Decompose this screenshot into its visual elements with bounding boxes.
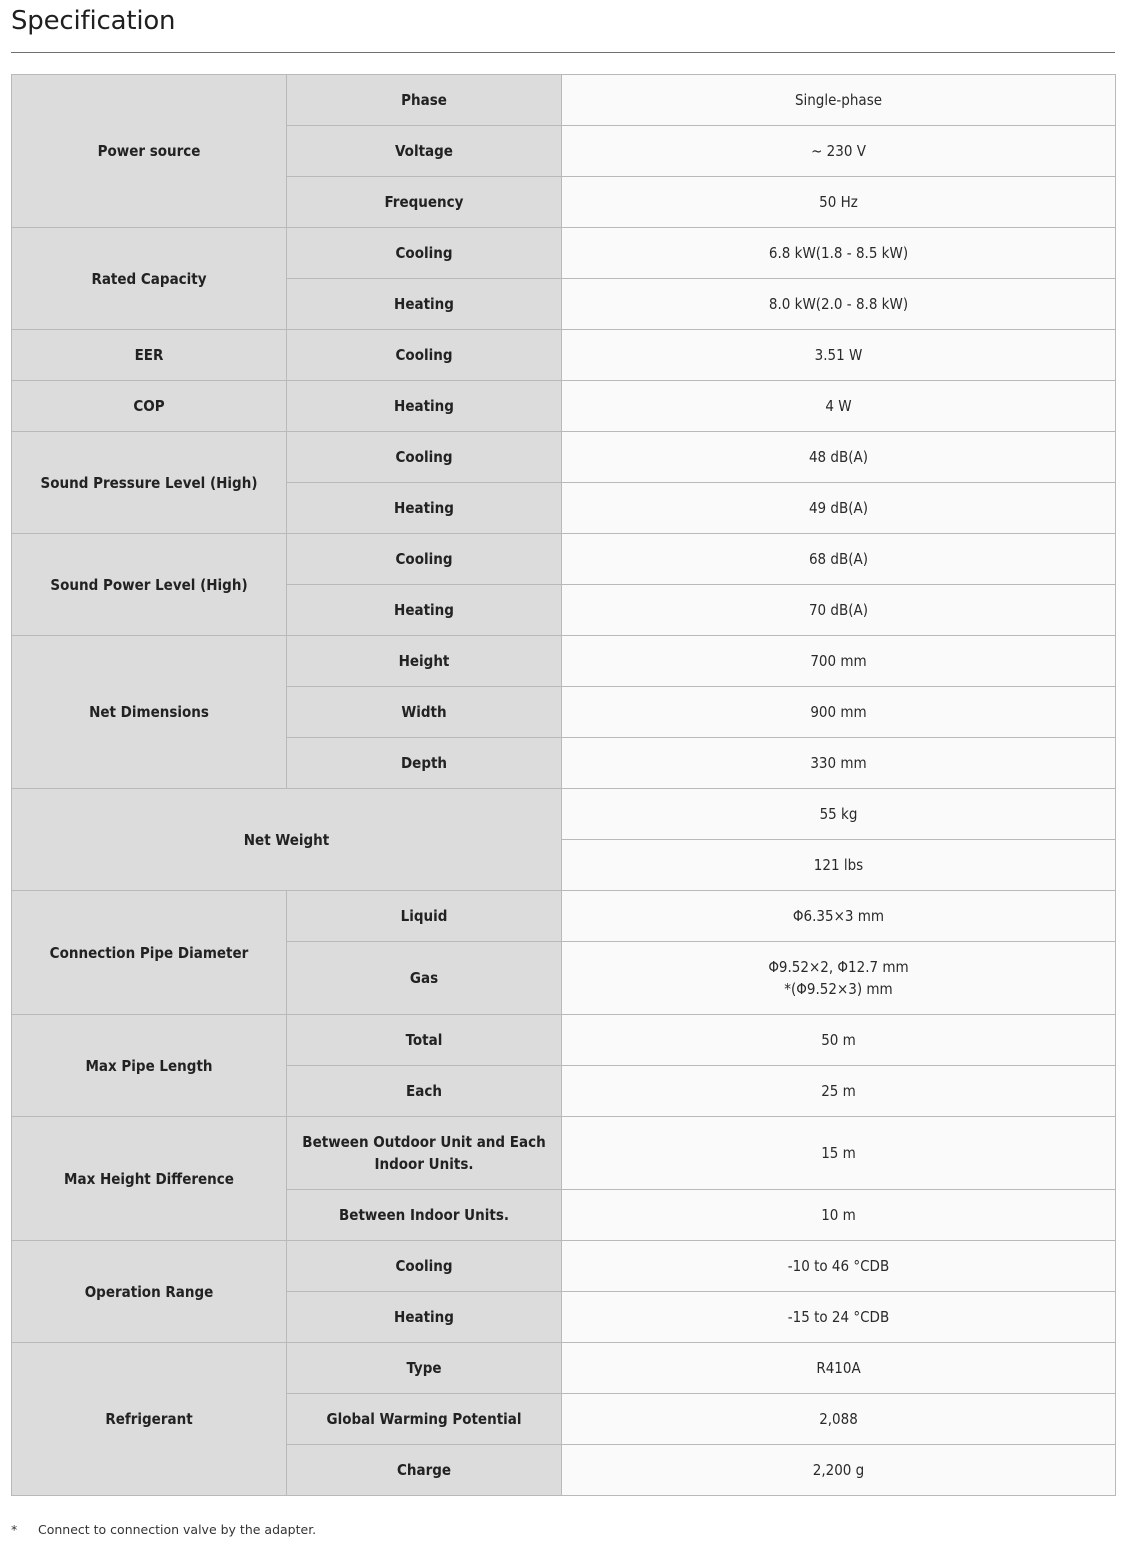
row-value: 68 dB(A) xyxy=(562,534,1116,585)
row-label: Width xyxy=(287,687,562,738)
row-group-label: Sound Power Level (High) xyxy=(12,534,287,636)
row-label: Gas xyxy=(287,942,562,1015)
row-value: 10 m xyxy=(562,1190,1116,1241)
row-value: 15 m xyxy=(562,1117,1116,1190)
row-value: 6.8 kW(1.8 - 8.5 kW) xyxy=(562,228,1116,279)
table-row xyxy=(12,534,1116,585)
row-label: Total xyxy=(287,1015,562,1066)
row-value: -10 to 46 °CDB xyxy=(562,1241,1116,1292)
footnote-text: Connect to connection valve by the adapter. xyxy=(38,1522,317,1537)
table-row xyxy=(12,1241,1116,1292)
row-group-label: Rated Capacity xyxy=(12,228,287,330)
row-group-label: EER xyxy=(12,330,287,381)
row-value: 2,088 xyxy=(562,1394,1116,1445)
label-line: Between Outdoor Unit and Each xyxy=(302,1133,546,1151)
row-label: Liquid xyxy=(287,891,562,942)
row-value: 8.0 kW(2.0 - 8.8 kW) xyxy=(562,279,1116,330)
table-row xyxy=(12,1343,1116,1394)
row-value: Single-phase xyxy=(562,75,1116,126)
row-label: Heating xyxy=(287,585,562,636)
table-row xyxy=(12,891,1116,942)
row-label xyxy=(287,1117,562,1190)
table-row xyxy=(12,330,1116,381)
row-value: R410A xyxy=(562,1343,1116,1394)
table-row xyxy=(12,1117,1116,1190)
row-value xyxy=(562,942,1116,1015)
row-group-label: Max Height Difference xyxy=(12,1117,287,1241)
value-line: Φ9.52×2, Φ12.7 mm xyxy=(768,958,909,976)
row-label: Cooling xyxy=(287,1241,562,1292)
row-label: Each xyxy=(287,1066,562,1117)
row-label: Height xyxy=(287,636,562,687)
row-value: 700 mm xyxy=(562,636,1116,687)
table-row xyxy=(12,789,1116,840)
row-group-label: Power source xyxy=(12,75,287,228)
row-value: 121 lbs xyxy=(562,840,1116,891)
table-row xyxy=(12,1015,1116,1066)
row-group-label: Sound Pressure Level (High) xyxy=(12,432,287,534)
row-value: 330 mm xyxy=(562,738,1116,789)
row-label: Cooling xyxy=(287,228,562,279)
table-row xyxy=(12,636,1116,687)
row-label: Between Indoor Units. xyxy=(287,1190,562,1241)
specification-table xyxy=(11,74,1116,1496)
row-value: 900 mm xyxy=(562,687,1116,738)
row-value: 49 dB(A) xyxy=(562,483,1116,534)
footnote xyxy=(11,1522,316,1537)
row-label: Phase xyxy=(287,75,562,126)
row-value: ~ 230 V xyxy=(562,126,1116,177)
row-value: -15 to 24 °CDB xyxy=(562,1292,1116,1343)
row-group-label: Connection Pipe Diameter xyxy=(12,891,287,1015)
row-label: Cooling xyxy=(287,330,562,381)
row-label: Voltage xyxy=(287,126,562,177)
row-value: 25 m xyxy=(562,1066,1116,1117)
row-label: Heating xyxy=(287,1292,562,1343)
page-title: Specification xyxy=(11,6,176,36)
row-label: Cooling xyxy=(287,432,562,483)
row-group-label: Operation Range xyxy=(12,1241,287,1343)
row-label: Depth xyxy=(287,738,562,789)
title-divider xyxy=(11,52,1115,53)
row-label: Cooling xyxy=(287,534,562,585)
row-value: 48 dB(A) xyxy=(562,432,1116,483)
row-label: Heating xyxy=(287,483,562,534)
row-label: Heating xyxy=(287,381,562,432)
row-value: 3.51 W xyxy=(562,330,1116,381)
row-group-label: COP xyxy=(12,381,287,432)
row-value: 4 W xyxy=(562,381,1116,432)
row-group-label: Net Dimensions xyxy=(12,636,287,789)
row-group-label: Refrigerant xyxy=(12,1343,287,1496)
table-row xyxy=(12,75,1116,126)
footnote-mark: * xyxy=(11,1522,18,1537)
table-row xyxy=(12,432,1116,483)
row-value: 70 dB(A) xyxy=(562,585,1116,636)
row-label: Global Warming Potential xyxy=(287,1394,562,1445)
table-row xyxy=(12,381,1116,432)
row-label: Type xyxy=(287,1343,562,1394)
row-label: Charge xyxy=(287,1445,562,1496)
row-value: Φ6.35×3 mm xyxy=(562,891,1116,942)
row-group-label: Max Pipe Length xyxy=(12,1015,287,1117)
row-value: 2,200 g xyxy=(562,1445,1116,1496)
row-value: 50 Hz xyxy=(562,177,1116,228)
row-value: 55 kg xyxy=(562,789,1116,840)
label-line: Indoor Units. xyxy=(374,1155,474,1173)
row-label: Frequency xyxy=(287,177,562,228)
row-group-label: Net Weight xyxy=(12,789,562,891)
row-label: Heating xyxy=(287,279,562,330)
row-value: 50 m xyxy=(562,1015,1116,1066)
value-line: *(Φ9.52×3) mm xyxy=(784,980,893,998)
table-row xyxy=(12,228,1116,279)
